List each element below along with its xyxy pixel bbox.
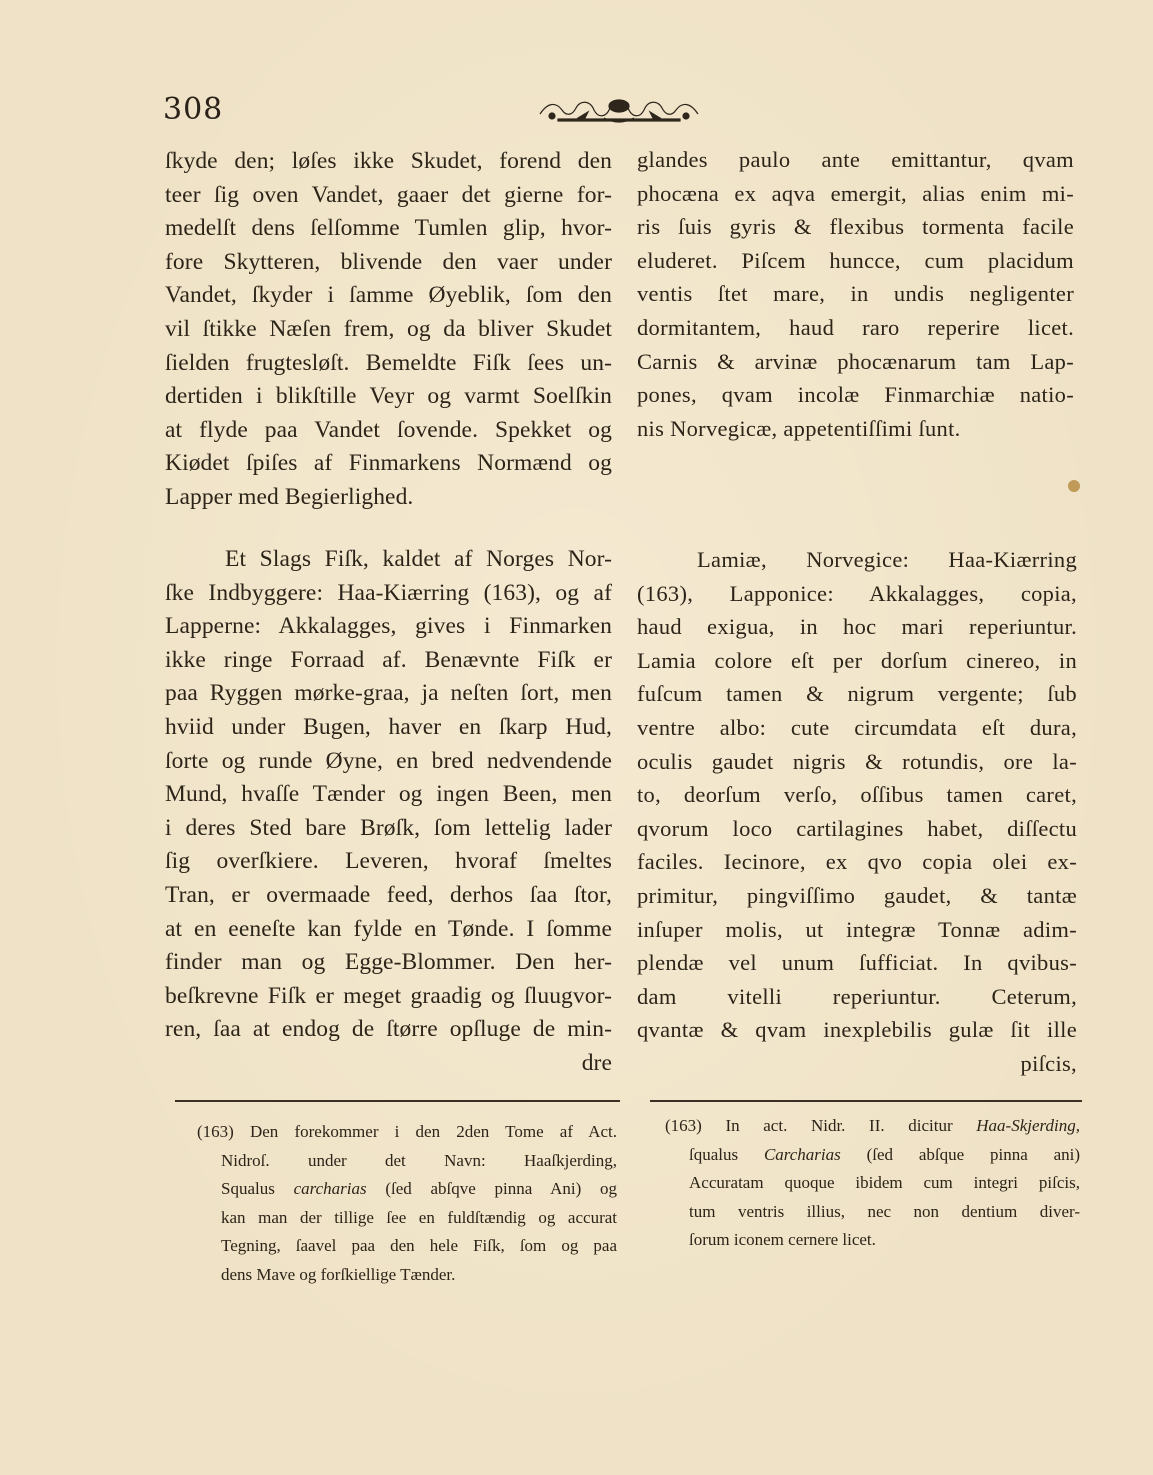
latin-text-top: [637, 143, 1074, 445]
text-line: ventis ſtet mare, in undis negligenter: [637, 281, 1074, 307]
text-line: dertiden i blikſtille Veyr og varmt Soelſkin: [165, 383, 612, 410]
text-line: haud exigua, in hoc mari reperiuntur.: [637, 614, 1077, 640]
text-line: Lapper med Begierlighed.: [165, 483, 414, 510]
text-line: ſorte og runde Øyne, en bred nedvendende: [165, 747, 612, 774]
text-line: ſig overſkiere. Leveren, hvoraf ſmeltes: [165, 848, 612, 875]
footnote-line: (163) Den forekommer i den 2den Tome af Act.: [197, 1122, 617, 1141]
text-line: ſielden frugtesløſt. Bemeldte Fiſk ſees un-: [165, 349, 612, 376]
text-line: nis Norvegicæ, appetentiſſimi ſunt.: [637, 415, 961, 441]
text-line: dormitantem, haud raro reperire licet.: [637, 314, 1074, 340]
text-line: plendæ vel unum ſufficiat. In qvibus-: [637, 950, 1077, 976]
footnote-line: dens Mave og forſkiellige Tænder.: [221, 1264, 456, 1284]
footnote-line: tum ventris illius, nec non dentium diver-: [689, 1201, 1080, 1221]
text-line: fore Skytteren, blivende den vaer under: [165, 248, 612, 275]
text-line: hviid under Bugen, haver en ſkarp Hud,: [165, 713, 612, 740]
text-line: Et Slags Fiſk, kaldet af Norges Nor-: [225, 546, 612, 572]
footnote-text: ſqualus: [689, 1144, 764, 1164]
danish-text-top: [165, 145, 612, 515]
footnote-line: Tegning, ſaavel paa den hele Fiſk, ſom og paa: [221, 1236, 617, 1255]
text-line: vil ſtikke Næſen frem, og da bliver Skudet: [165, 315, 612, 342]
text-line: ſke Indbyggere: Haa-Kiærring (163), og af: [165, 579, 612, 606]
text-line: Tran, er overmaade feed, derhos ſaa ſtor,: [165, 881, 612, 908]
page-number: 308: [163, 92, 224, 127]
text-line: glandes paulo ante emittantur, qvam: [637, 147, 1074, 172]
footnote-text: (163) In act. Nidr. II. dicitur: [665, 1116, 977, 1135]
header-ornament-icon: [538, 92, 700, 126]
footnote-italic-text: Haa-Skjerding,: [976, 1116, 1080, 1135]
footnote-text: (ſed abſque pinna ani): [840, 1144, 1080, 1164]
text-line: eluderet. Piſcem huncce, cum placidum: [637, 247, 1074, 273]
text-line: Vandet, ſkyder i ſamme Øyeblik, ſom den: [165, 282, 612, 309]
text-line: finder man og Egge-Blommer. Den her-: [165, 949, 612, 976]
text-line: Lamia colore eſt per dorſum cinereo, in: [637, 647, 1077, 673]
text-line: qvorum loco cartilagines habet, diſſectu: [637, 815, 1077, 841]
text-line: inſuper molis, ut integræ Tonnæ adim-: [637, 916, 1077, 942]
latin-text-bottom: [637, 543, 1077, 1081]
text-line: phocæna ex aqva emergit, alias enim mi-: [637, 180, 1074, 206]
footnote-line: [665, 1112, 1080, 1141]
text-line: Carnis & arvinæ phocænarum tam Lap-: [637, 348, 1074, 374]
footnote-text: (ſed abſqve pinna Ani) og: [366, 1179, 617, 1198]
text-line: at flyde paa Vandet ſovende. Spekket og: [165, 416, 612, 443]
footnote-italic-text: carcharias: [293, 1179, 367, 1198]
text-line: ſkyde den; løſes ikke Skudet, forend den: [165, 148, 612, 174]
footnote-line: ſorum iconem cernere licet.: [689, 1230, 876, 1249]
footnote-line: [197, 1175, 617, 1204]
text-line: Mund, hvaſſe Tænder og ingen Been, men: [165, 781, 612, 808]
footnote-line: Nidroſ. under det Navn: Haaſkjerding,: [221, 1150, 617, 1170]
text-line: ikke ringe Forraad af. Benævnte Fiſk er: [165, 646, 612, 673]
catchword: piſcis,: [1020, 1050, 1077, 1076]
text-line: i deres Sted bare Brøſk, ſom lettelig lader: [165, 814, 612, 841]
text-line: dam vitelli reperiuntur. Ceterum,: [637, 983, 1077, 1009]
footnote-text: Squalus: [221, 1179, 294, 1198]
footnote-latin: [665, 1112, 1080, 1255]
text-line: teer ſig oven Vandet, gaaer det gierne for-: [165, 181, 612, 208]
text-line: fuſcum tamen & nigrum vergente; ſub: [637, 681, 1077, 707]
footnote-rule-right: [650, 1100, 1082, 1102]
text-line: qvantæ & qvam inexplebilis gulæ ſit ille: [637, 1017, 1077, 1043]
text-line: medelſt dens ſelſomme Tumlen glip, hvor-: [165, 215, 612, 242]
text-line: Lamiæ, Norvegice: Haa-Kiærring: [697, 547, 1077, 572]
text-line: paa Ryggen mørke-graa, ja neſten ſort, men: [165, 680, 612, 707]
footnote-line: [665, 1141, 1080, 1170]
text-line: primitur, pingviſſimo gaudet, & tantæ: [637, 882, 1077, 908]
text-line: faciles. Iecinore, ex qvo copia olei ex-: [637, 849, 1077, 875]
text-line: beſkrevne Fiſk er meget graadig og ſluugvor-: [165, 982, 612, 1009]
text-line: Kiødet ſpiſes af Finmarkens Normænd og: [165, 450, 612, 477]
text-line: oculis gaudet nigris & rotundis, ore la-: [637, 748, 1077, 774]
catchword: dre: [581, 1049, 612, 1076]
footnote-line: Accuratam quoque ibidem cum integri piſcis,: [689, 1173, 1080, 1192]
ink-spot: [1068, 480, 1080, 492]
footnote-rule-left: [175, 1100, 620, 1102]
footnote-line: kan man der tillige ſee en fuldſtændig og accurat: [221, 1207, 617, 1227]
text-line: ren, ſaa at endog de ſtørre opſluge de min-: [165, 1016, 612, 1043]
text-line: to, deorſum verſo, oſſibus tamen caret,: [637, 782, 1077, 808]
footnote-italic-text: Carcharias: [763, 1144, 841, 1164]
text-line: ris ſuis gyris & flexibus tormenta facile: [637, 214, 1074, 240]
text-line: at en eeneſte kan fylde en Tønde. I ſomme: [165, 915, 612, 942]
text-line: ventre albo: cute circumdata eſt dura,: [637, 714, 1077, 740]
footnote-danish: [197, 1118, 617, 1289]
text-line: (163), Lapponice: Akkalagges, copia,: [637, 580, 1077, 606]
danish-text-bottom: [165, 543, 612, 1081]
text-line: pones, qvam incolæ Finmarchiæ natio-: [637, 382, 1074, 408]
text-line: Lapperne: Akkalagges, gives i Finmarken: [165, 613, 612, 640]
